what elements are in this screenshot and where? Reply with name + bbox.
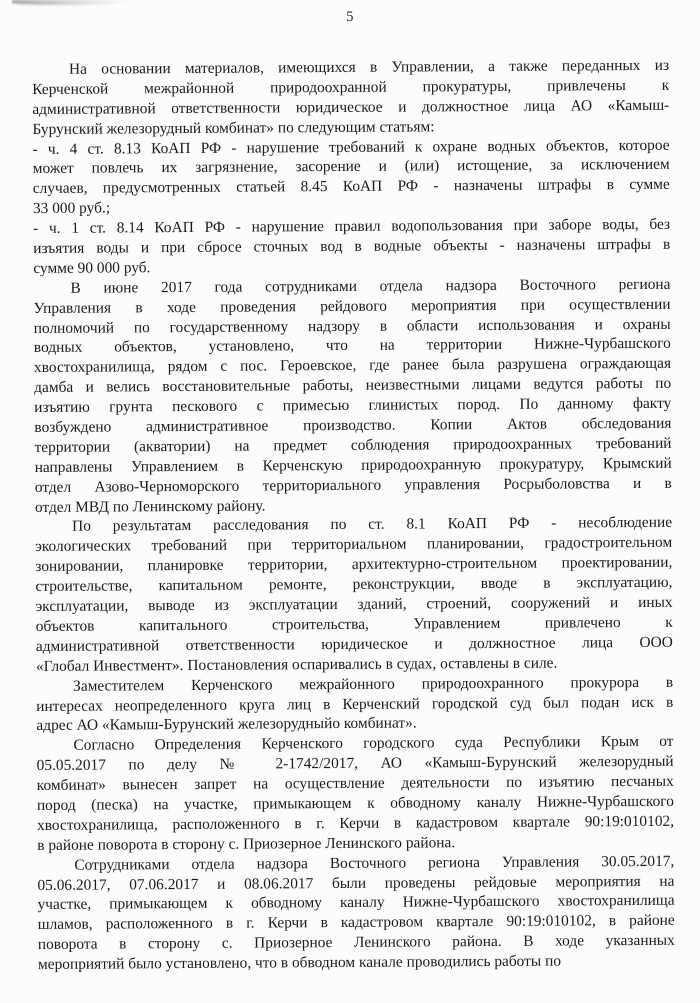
text-line: полномочий по государственному надзору в области использования и охраны bbox=[33, 315, 671, 337]
text-line: интересах неопределенного круга лиц в Керченский городской суд был подан иск в bbox=[36, 693, 674, 715]
text-line: мероприятий было установлено, что в обводном канале проводились работы по bbox=[37, 952, 562, 974]
text-line: изъятию грунта пескового с примесью глинистых пород. По данному факту bbox=[34, 394, 672, 417]
text-line: В июне 2017 года сотрудниками отдела надзора Восточного региона bbox=[70, 275, 671, 297]
paragraph bbox=[33, 275, 672, 518]
text-line: участке, примыкающем к обводному каналу Нижне-Чурбашского хвостохранилища bbox=[37, 892, 675, 914]
text-line: в районе поворота в сторону с. Приозерное Ленинского района. bbox=[37, 833, 456, 854]
text-line: - ч. 1 ст. 8.14 КоАП РФ - нарушение правил водопользования при заборе воды, без bbox=[33, 215, 671, 238]
document-body bbox=[32, 56, 675, 975]
paragraph bbox=[33, 215, 670, 279]
page-number: 5 bbox=[346, 9, 354, 25]
text-line: 33 000 руб.; bbox=[32, 199, 111, 218]
paragraph bbox=[35, 513, 673, 676]
paragraph bbox=[32, 135, 670, 219]
text-line: Бурунский железорудный комбинат» по следующим статьям: bbox=[32, 118, 435, 138]
text-line: 05.05.2017 по делу № 2-1742/2017, АО «Камыш-Бурунский железорудный bbox=[36, 752, 674, 775]
text-line: - ч. 4 ст. 8.13 КоАП РФ - нарушение требований к охране водных объектов, которое bbox=[32, 136, 670, 158]
text-line: На основании материалов, имеющихся в Управлении, а также переданных из bbox=[68, 56, 670, 78]
text-line: возбуждено административное производство. Копии Актов обследования bbox=[34, 414, 672, 437]
paragraph bbox=[36, 732, 674, 856]
text-line: По результатам расследования по ст. 8.1 КоАП РФ - несоблюдение bbox=[72, 514, 673, 536]
text-line: «Глобал Инвестмент». Постановления оспаривались в судах, оставлены в силе. bbox=[35, 654, 558, 675]
text-line: отдел МВД по Ленинскому району. bbox=[34, 497, 266, 516]
text-line: хвостохранилища, рядом с пос. Героевское, где ранее была разрушена ограждающая bbox=[33, 355, 672, 377]
text-line: административной ответственности юридическое и должностное лица ООО bbox=[35, 633, 673, 655]
text-line: направлены Управлением в Керченскую природоохранную прокуратуру, Крымский bbox=[34, 454, 672, 476]
text-line: 05.06.2017, 07.06.2017 и 08.06.2017 были проведены рейдовые мероприятия на bbox=[37, 872, 675, 894]
text-line: административной ответственности юридическое и должностное лица АО «Камыш- bbox=[32, 96, 670, 118]
text-line: объектов капитального строительства, Управлением привлечено к bbox=[35, 613, 673, 635]
text-line: Согласно Определения Керченского городского суда Республики Крым от bbox=[73, 733, 674, 755]
paragraph bbox=[36, 672, 673, 736]
paragraph bbox=[32, 56, 670, 140]
text-line: Керченской межрайонной природоохранной прокуратуры, привлечены к bbox=[32, 76, 670, 98]
text-line: Управления в ходе проведения рейдового мероприятия при осуществлении bbox=[33, 295, 671, 317]
text-line: адрес АО «Камыш-Бурунский железорудныйо комбинат». bbox=[36, 714, 417, 735]
text-line: случаев, предусмотренных статьей 8.45 КоАП РФ - назначены штрафы в сумме bbox=[32, 176, 670, 198]
paragraph bbox=[37, 851, 675, 975]
text-line: комбинат» вынесен запрет на осуществление деятельности по изъятию песчаных bbox=[36, 772, 674, 795]
text-line: строительстве, капитальном ремонте, реконструкции, вводе в эксплуатацию, bbox=[35, 573, 673, 596]
text-line: водных объектов, установлено, что на территории Нижне-Чурбашского bbox=[33, 335, 671, 357]
text-line: Сотрудниками отдела надзора Восточного региона Управления 30.05.2017, bbox=[74, 852, 675, 874]
text-line: зонировании, планировке территории, архитектурно-строительном проектировании, bbox=[35, 554, 673, 576]
text-line: поворота в сторону с. Приозерное Ленинского района. В ходе указанных bbox=[37, 931, 675, 954]
text-line: экологических требований при территориальном планировании, градостроительном bbox=[35, 534, 673, 556]
text-line: хвостохранилища, расположенного в г. Керчи в кадастровом квартале 90:19:010102, bbox=[36, 812, 675, 834]
text-line: шламов, расположенного в г. Керчи в кадастровом квартале 90:19:010102, в районе bbox=[37, 912, 675, 934]
text-line: может повлечь их загрязнение, засорение и (или) истощение, за исключением bbox=[32, 156, 670, 178]
text-line: эксплуатации, выводе из эксплуатации зданий, строений, сооружений и иных bbox=[35, 593, 673, 616]
text-line: территории (акватории) на предмет соблюдения природоохранных требований bbox=[34, 434, 672, 456]
text-line: изъятия воды и при сбросе сточных вод в водные объекты - назначены штрафы в bbox=[33, 235, 671, 258]
text-line: пород (песка) на участке, примыкающем к обводному каналу Нижне-Чурбашского bbox=[36, 792, 674, 814]
scan-smudge-artifact bbox=[12, 0, 130, 5]
text-line: дамба и велись восстановительные работы, неизвестными лицами ведутся работы по bbox=[34, 375, 672, 397]
text-line: сумме 90 000 руб. bbox=[33, 259, 151, 277]
text-line: Заместителем Керченского межрайонного природоохранного прокурора в bbox=[73, 673, 674, 695]
text-line: отдел Азово-Черноморского территориального управления Росрыболовства и в bbox=[34, 474, 672, 496]
